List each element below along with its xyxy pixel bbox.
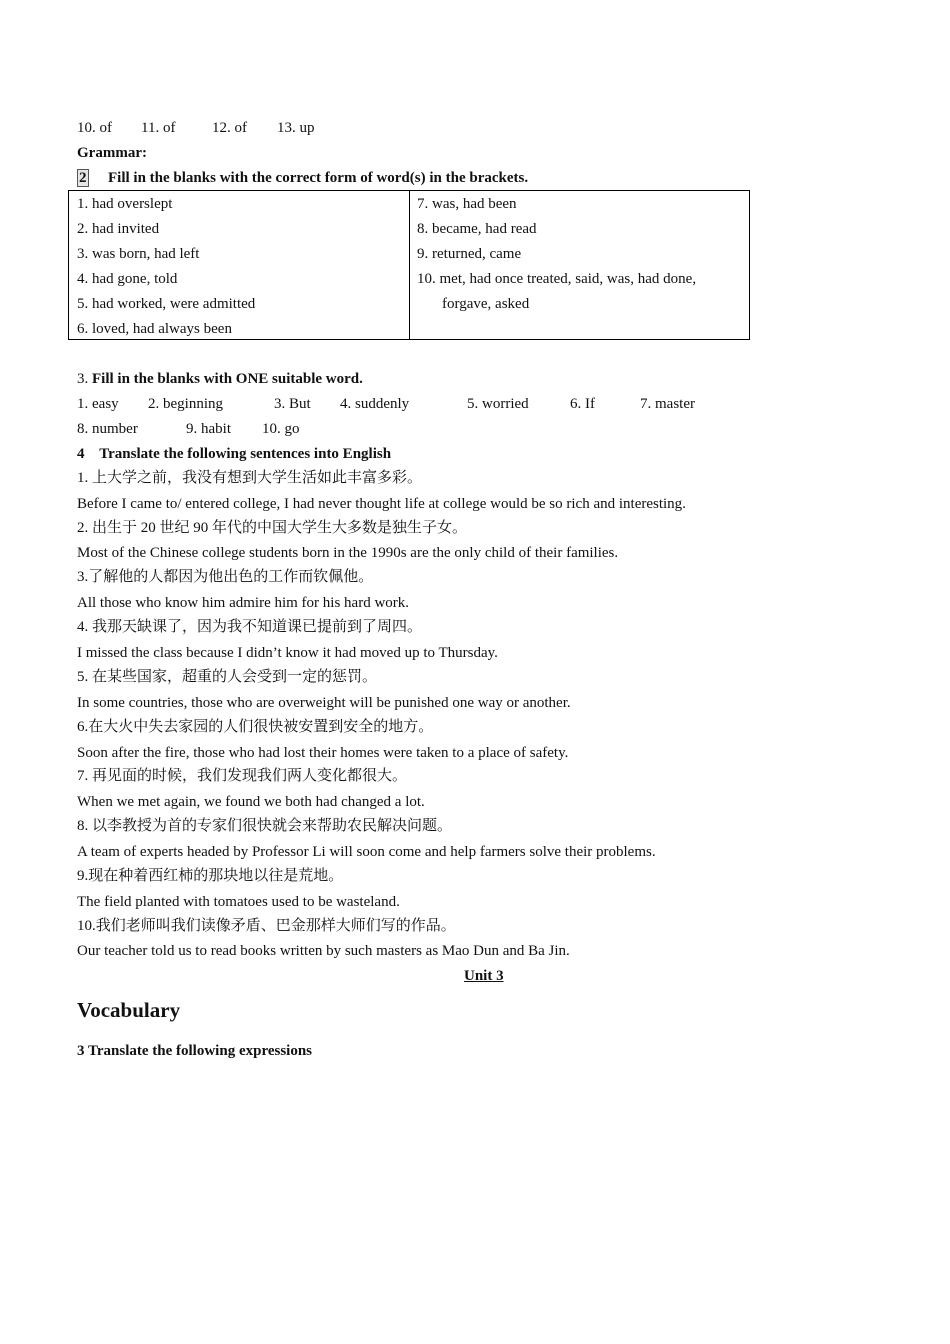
table-cell: 7. was, had been	[417, 196, 517, 212]
cn-sentence: 3.了解他的人都因为他出色的工作而钦佩他。	[77, 569, 374, 585]
en-sentence: Our teacher told us to read books written by such masters as Mao Dun and Ba Jin.	[77, 943, 570, 959]
answer-item: 10. of	[77, 120, 112, 136]
table-cell: 1. had overslept	[77, 196, 173, 212]
answer-item: 7. master	[640, 396, 695, 412]
answer-item: 5. worried	[467, 396, 529, 412]
cn-sentence: 1. 上大学之前，我没有想到大学生活如此丰富多彩。	[77, 470, 423, 486]
section-heading-vocabulary: Vocabulary	[77, 998, 181, 1022]
cn-sentence: 5. 在某些国家，超重的人会受到一定的惩罚。	[77, 669, 378, 685]
ex3-instruction-row: 3. Fill in the blanks with ONE suitable word.	[77, 371, 363, 387]
answer-item: 3. But	[274, 396, 311, 412]
cn-sentence: 7. 再见面的时候，我们发现我们两人变化都很大。	[77, 768, 408, 784]
ex3-number: 3	[77, 371, 85, 387]
unit-title: Unit 3	[464, 968, 504, 984]
grammar-heading: Grammar:	[77, 145, 147, 161]
en-sentence: A team of experts headed by Professor Li will soon come and help farmers solve their problems.	[77, 844, 656, 860]
table-cell: 9. returned, came	[417, 246, 522, 262]
ex2-instruction: Fill in the blanks with the correct form of word(s) in the brackets.	[108, 170, 529, 186]
cn-sentence: 10.我们老师叫我们读像矛盾、巴金那样大师们写的作品。	[77, 918, 456, 934]
answer-item: 11. of	[141, 120, 176, 136]
table-cell: 8. became, had read	[417, 221, 537, 237]
ex3-instruction: Fill in the blanks with ONE suitable word.	[92, 371, 363, 387]
en-sentence: Soon after the fire, those who had lost their homes were taken to a place of safety.	[77, 745, 569, 761]
en-sentence: Before I came to/ entered college, I had never thought life at college would be so rich and interesting.	[77, 496, 686, 512]
cn-sentence: 9.现在种着西红柿的那块地以往是荒地。	[77, 868, 344, 884]
table-cell: 5. had worked, were admitted	[77, 296, 256, 312]
en-sentence: All those who know him admire him for his hard work.	[77, 595, 410, 611]
en-sentence: The field planted with tomatoes used to be wasteland.	[77, 894, 400, 910]
en-sentence: When we met again, we found we both had changed a lot.	[77, 794, 425, 810]
answer-item: 2. beginning	[148, 396, 223, 412]
answer-item: 8. number	[77, 421, 138, 437]
ex2-number: 2	[79, 170, 87, 186]
table-cell: 4. had gone, told	[77, 271, 178, 287]
table-cell: 10. met, had once treated, said, was, had done,	[417, 271, 697, 287]
answer-item: 10. go	[262, 421, 300, 437]
table-cell: forgave, asked	[442, 296, 530, 312]
table-divider	[409, 191, 410, 339]
answer-item: 12. of	[212, 120, 247, 136]
table-cell: 3. was born, had left	[77, 246, 200, 262]
en-sentence: Most of the Chinese college students born in the 1990s are the only child of their families.	[77, 545, 619, 561]
vocab-ex3-heading: 3 Translate the following expressions	[77, 1043, 313, 1059]
answer-item: 9. habit	[186, 421, 231, 437]
answer-item: 4. suddenly	[340, 396, 410, 412]
cn-sentence: 2. 出生于 20 世纪 90 年代的中国大学生大多数是独生子女。	[77, 520, 468, 536]
cn-sentence: 8. 以李教授为首的专家们很快就会来帮助农民解决问题。	[77, 818, 453, 834]
en-sentence: In some countries, those who are overweight will be punished one way or another.	[77, 695, 571, 711]
ex2-instruction-row	[77, 168, 528, 188]
answer-item: 6. If	[570, 396, 595, 412]
table-cell: 6. loved, had always been	[77, 321, 232, 337]
en-sentence: I missed the class because I didn’t know it had moved up to Thursday.	[77, 645, 498, 661]
cn-sentence: 6.在大火中失去家园的人们很快被安置到安全的地方。	[77, 719, 434, 735]
cn-sentence: 4. 我那天缺课了，因为我不知道课已提前到了周四。	[77, 619, 423, 635]
answer-item: 1. easy	[77, 396, 119, 412]
table-cell: 2. had invited	[77, 221, 160, 237]
answer-item: 13. up	[277, 120, 315, 136]
grammar-answers-table	[68, 190, 750, 340]
ex4-heading: 4 Translate the following sentences into English	[77, 446, 392, 462]
